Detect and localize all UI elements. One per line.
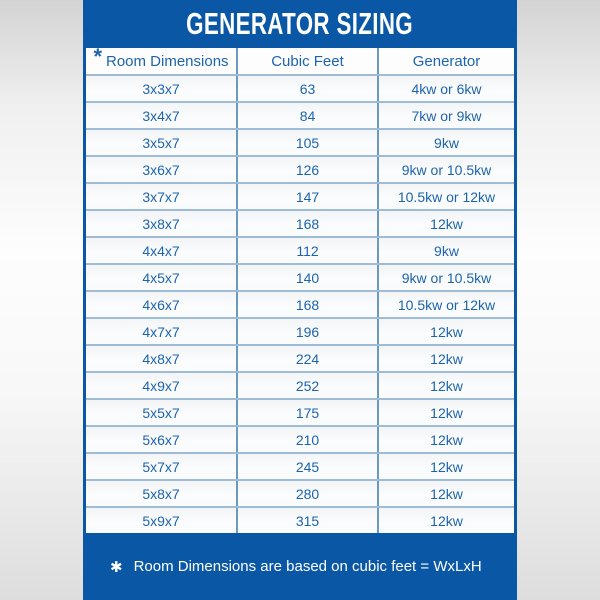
table-body xyxy=(86,76,514,533)
table-row xyxy=(86,425,514,452)
cell-cubic-feet: 210 xyxy=(236,427,377,452)
cell-room-dimensions: 4x4x7 xyxy=(142,242,180,259)
table-row xyxy=(86,317,514,344)
table-row xyxy=(86,371,514,398)
cell-generator: 9kw or 10.5kw xyxy=(377,157,514,182)
cell-room-dimensions: 4x7x7 xyxy=(142,323,180,340)
cell-generator: 12kw xyxy=(377,481,514,506)
table-row xyxy=(86,76,514,101)
table-row xyxy=(86,479,514,506)
cell-generator: 10.5kw or 12kw xyxy=(377,184,514,209)
footnote-text: Room Dimensions are based on cubic feet = WxLxH xyxy=(133,558,482,575)
table-row xyxy=(86,155,514,182)
footnote xyxy=(83,533,517,600)
cell-cubic-feet: 140 xyxy=(236,265,377,290)
cell-cubic-feet: 147 xyxy=(236,184,377,209)
column-header-room-dimensions xyxy=(86,48,236,74)
cell-room-dimensions: 5x7x7 xyxy=(142,458,180,475)
column-header-cubic-feet: Cubic Feet xyxy=(236,48,377,74)
cell-generator: 12kw xyxy=(377,319,514,344)
table-row xyxy=(86,209,514,236)
table-row xyxy=(86,101,514,128)
cell-generator: 12kw xyxy=(377,427,514,452)
generator-sizing-table xyxy=(86,48,514,533)
cell-room-dimensions: 4x6x7 xyxy=(142,296,180,313)
table-row xyxy=(86,182,514,209)
cell-room-dimensions: 4x9x7 xyxy=(142,377,180,394)
table-row xyxy=(86,290,514,317)
cell-room-dimensions: 3x4x7 xyxy=(142,107,180,124)
cell-room-dimensions: 3x5x7 xyxy=(142,134,180,151)
cell-generator: 12kw xyxy=(377,346,514,371)
cell-cubic-feet: 84 xyxy=(236,103,377,128)
cell-generator: 9kw xyxy=(377,130,514,155)
cell-generator: 7kw or 9kw xyxy=(377,103,514,128)
table-row xyxy=(86,263,514,290)
table-row xyxy=(86,398,514,425)
cell-cubic-feet: 168 xyxy=(236,292,377,317)
column-header-generator: Generator xyxy=(377,48,514,74)
cell-room-dimensions: 4x8x7 xyxy=(142,350,180,367)
cell-generator: 12kw xyxy=(377,454,514,479)
cell-room-dimensions: 5x8x7 xyxy=(142,485,180,502)
asterisk-footnote-marker: ✱ xyxy=(110,558,123,576)
cell-cubic-feet: 252 xyxy=(236,373,377,398)
column-header-label: Room Dimensions xyxy=(106,52,229,70)
asterisk-note-marker: * xyxy=(93,48,102,69)
cell-cubic-feet: 315 xyxy=(236,508,377,533)
cell-room-dimensions: 5x9x7 xyxy=(142,512,180,529)
cell-room-dimensions: 5x5x7 xyxy=(142,404,180,421)
cell-cubic-feet: 63 xyxy=(236,76,377,101)
cell-room-dimensions: 3x8x7 xyxy=(142,215,180,232)
cell-cubic-feet: 280 xyxy=(236,481,377,506)
title-band xyxy=(83,0,517,48)
cell-cubic-feet: 196 xyxy=(236,319,377,344)
cell-generator: 12kw xyxy=(377,211,514,236)
generator-sizing-panel xyxy=(83,0,517,600)
cell-room-dimensions: 3x6x7 xyxy=(142,161,180,178)
table-row xyxy=(86,236,514,263)
cell-generator: 12kw xyxy=(377,373,514,398)
table-row xyxy=(86,452,514,479)
page-title: GENERATOR SIZING xyxy=(186,6,414,41)
table-row xyxy=(86,128,514,155)
cell-cubic-feet: 224 xyxy=(236,346,377,371)
cell-cubic-feet: 105 xyxy=(236,130,377,155)
cell-generator: 9kw xyxy=(377,238,514,263)
cell-cubic-feet: 168 xyxy=(236,211,377,236)
cell-cubic-feet: 175 xyxy=(236,400,377,425)
cell-generator: 12kw xyxy=(377,400,514,425)
table-header-row xyxy=(86,48,514,76)
cell-generator: 9kw or 10.5kw xyxy=(377,265,514,290)
cell-cubic-feet: 245 xyxy=(236,454,377,479)
cell-room-dimensions: 4x5x7 xyxy=(142,269,180,286)
table-row xyxy=(86,506,514,533)
cell-room-dimensions: 5x6x7 xyxy=(142,431,180,448)
cell-generator: 10.5kw or 12kw xyxy=(377,292,514,317)
cell-cubic-feet: 126 xyxy=(236,157,377,182)
table-row xyxy=(86,344,514,371)
cell-room-dimensions: 3x3x7 xyxy=(142,80,180,97)
cell-room-dimensions: 3x7x7 xyxy=(142,188,180,205)
cell-generator: 4kw or 6kw xyxy=(377,76,514,101)
cell-generator: 12kw xyxy=(377,508,514,533)
cell-cubic-feet: 112 xyxy=(236,238,377,263)
